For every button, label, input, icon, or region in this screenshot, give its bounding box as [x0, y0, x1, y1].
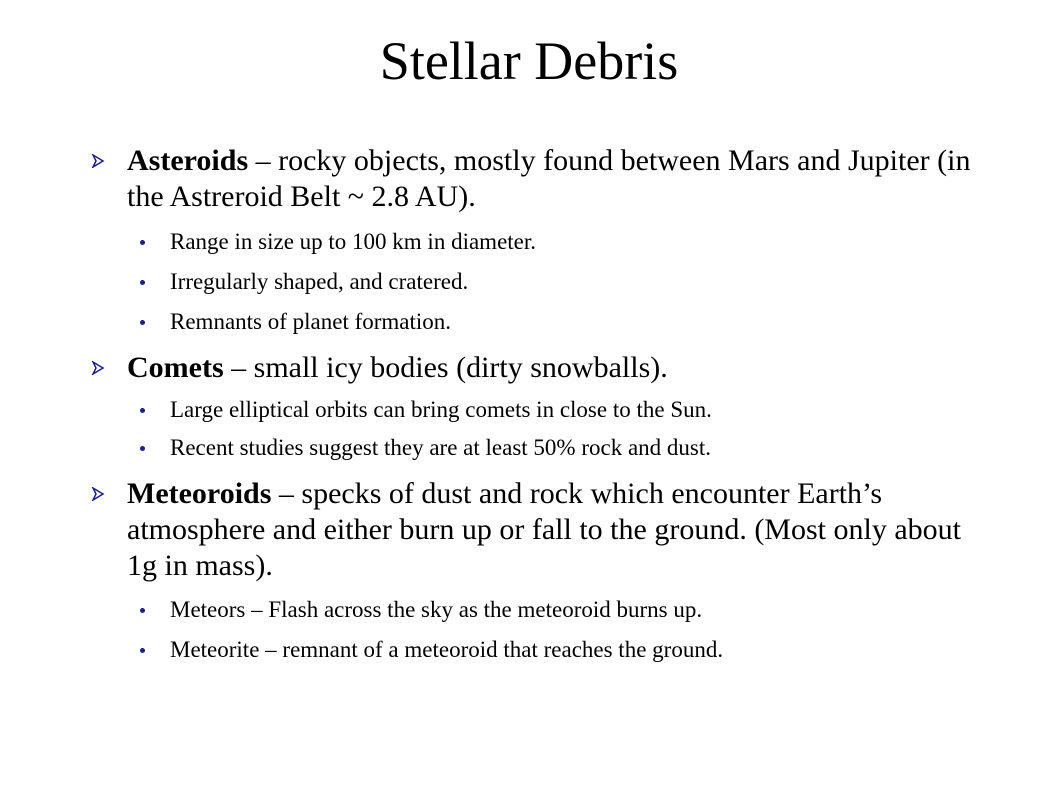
dot-bullet-icon [140, 280, 145, 285]
sub-bullet-text: Remnants of planet formation. [170, 309, 452, 334]
sub-bullet-item [170, 596, 990, 624]
dot-bullet-icon [140, 408, 145, 413]
sub-bullet-item [170, 434, 990, 462]
bullet-item-meteoroids [127, 476, 977, 584]
dot-bullet-icon [140, 648, 145, 653]
dot-bullet-icon [140, 446, 145, 451]
sub-bullet-item [170, 308, 990, 336]
sub-bullet-item [170, 396, 990, 424]
sub-bullet-item [170, 268, 990, 296]
sub-bullet-text: Range in size up to 100 km in diameter. [170, 229, 537, 254]
bullet-item-comets [127, 350, 977, 386]
arrow-bullet-icon [91, 487, 105, 501]
bullet-text: – rocky objects, mostly found between Mars and Jupiter (in the Astreroid Belt ~ 2.8 AU). [127, 144, 971, 213]
bullet-term: Asteroids [127, 144, 249, 177]
sub-bullet-text: Recent studies suggest they are at least 50% rock and dust. [170, 435, 711, 460]
sub-bullet-text: Irregularly shaped, and cratered. [170, 269, 469, 294]
sub-bullet-item [170, 636, 990, 664]
bullet-term: Comets [127, 351, 224, 384]
arrow-bullet-icon [91, 154, 105, 168]
dot-bullet-icon [140, 608, 145, 613]
dot-bullet-icon [140, 320, 145, 325]
sub-bullet-text: Meteors – Flash across the sky as the meteoroid burns up. [170, 597, 703, 622]
sub-bullet-text: Meteorite – remnant of a meteoroid that reaches the ground. [170, 637, 724, 662]
bullet-item-asteroids [127, 143, 977, 215]
sub-bullet-text: Large elliptical orbits can bring comets in close to the Sun. [170, 397, 712, 422]
slide-title: Stellar Debris [379, 31, 679, 91]
arrow-bullet-icon [91, 361, 105, 375]
bullet-text: – specks of dust and rock which encounter Earth’s atmosphere and either burn up or fall to the ground. (Most only about 1g in mass). [127, 477, 961, 582]
bullet-text: – small icy bodies (dirty snowballs). [223, 351, 668, 384]
sub-bullet-item [170, 228, 990, 256]
dot-bullet-icon [140, 240, 145, 245]
bullet-term: Meteoroids [127, 477, 272, 510]
